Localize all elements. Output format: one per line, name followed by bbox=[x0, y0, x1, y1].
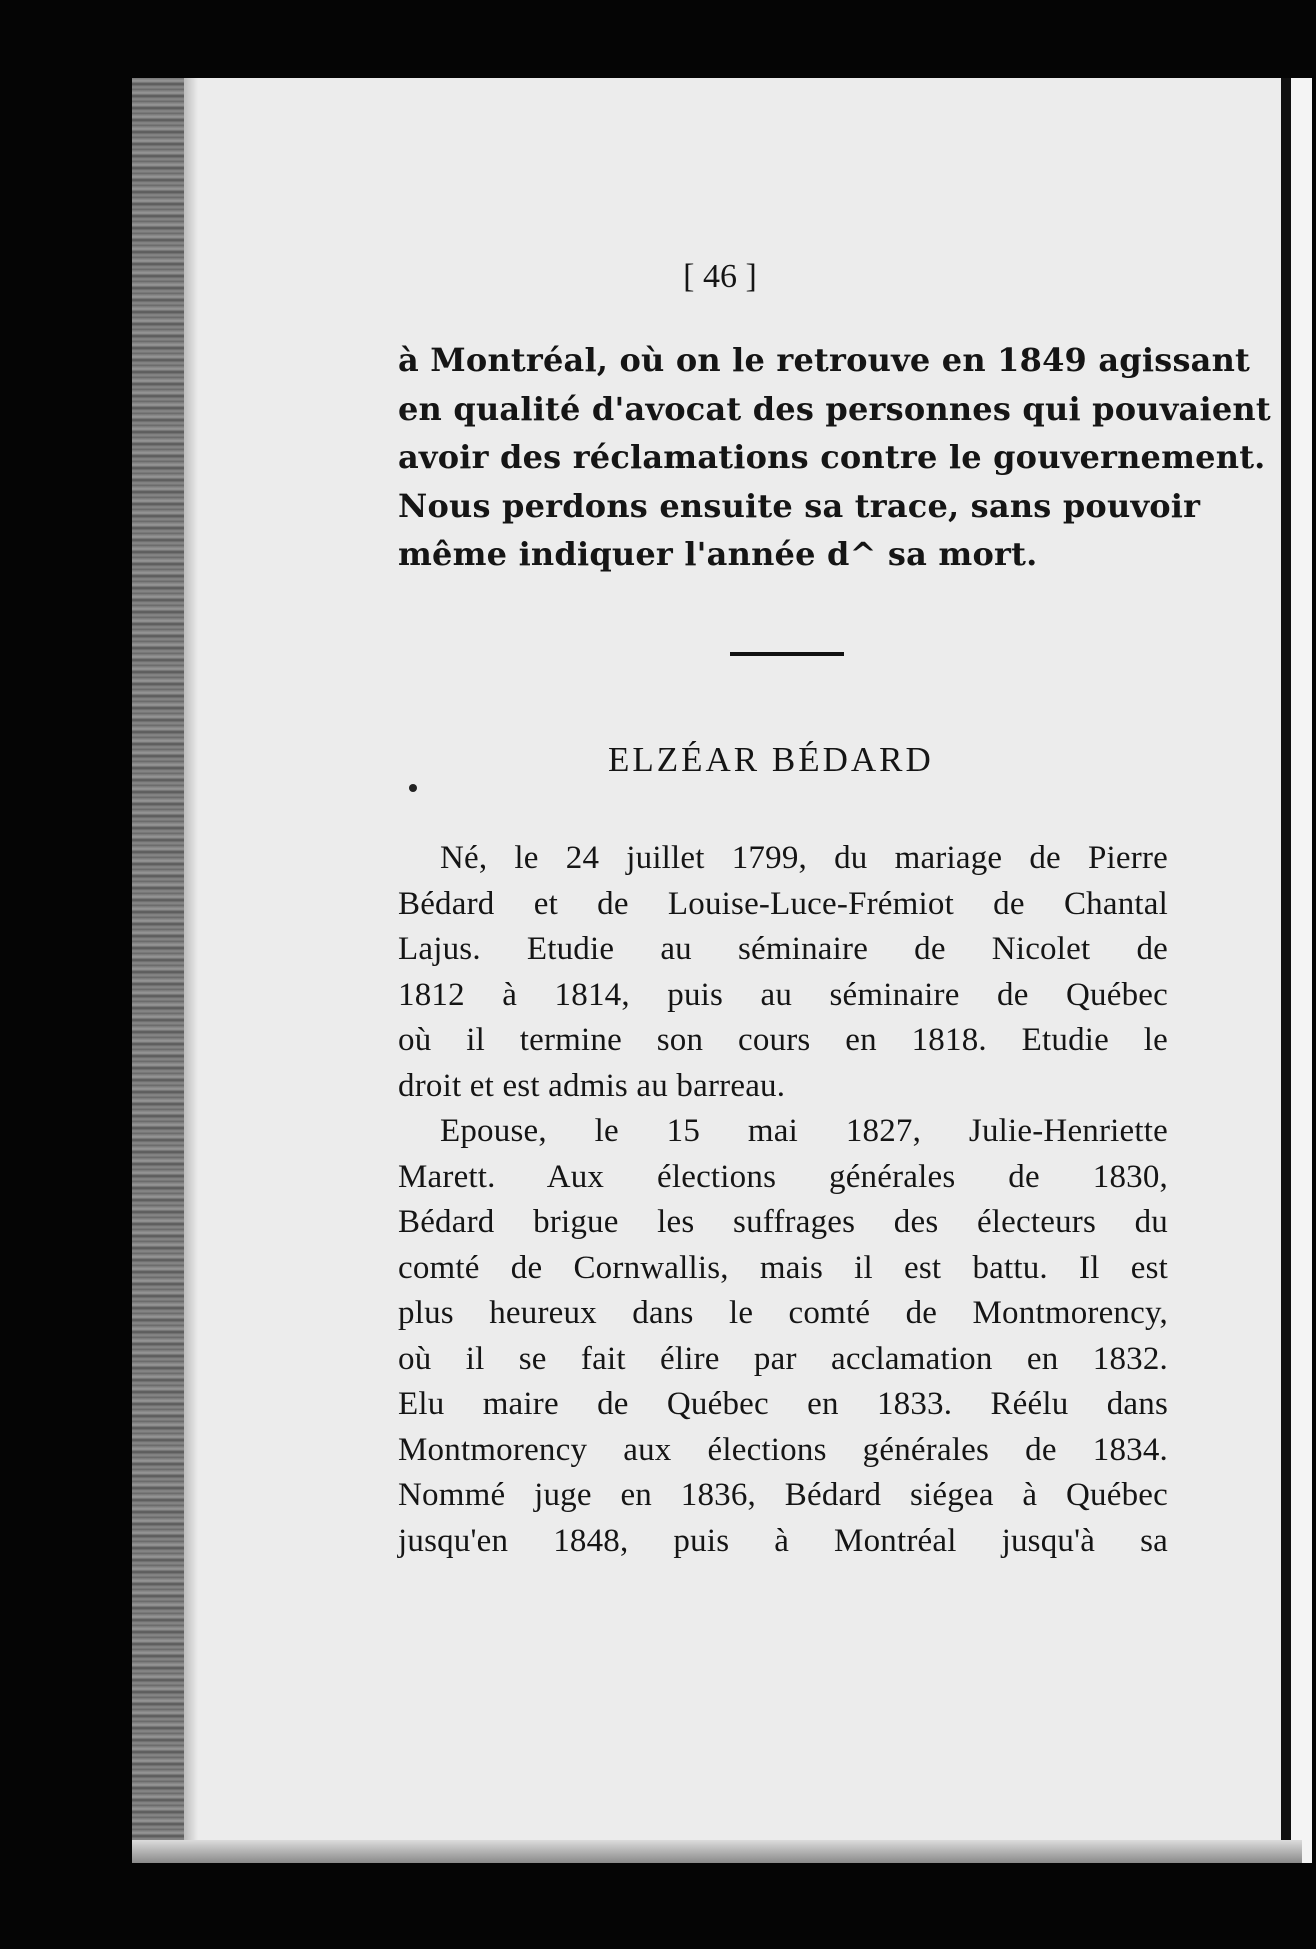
text-line: Elu maire de Québec en 1833. Réélu dans bbox=[398, 1386, 1168, 1422]
spine-shadow bbox=[184, 78, 198, 1863]
text-line: où il se fait élire par acclamation en 1832. bbox=[398, 1340, 1168, 1377]
page-right-edge bbox=[1281, 78, 1312, 1863]
text-line: Lajus. Etudie au séminaire de Nicolet de bbox=[398, 931, 1168, 967]
text-line: Nous perdons ensuite sa trace, sans pouvoir bbox=[398, 486, 1201, 525]
text-line: droit et est admis au barreau. bbox=[398, 1067, 786, 1104]
text-line: même indiquer l'année d^ sa mort. bbox=[398, 535, 1038, 573]
text-line: Bédard et de Louise-Luce-Frémiot de Chantal bbox=[398, 885, 1168, 922]
page-number: [ 46 ] bbox=[683, 258, 757, 295]
text-line: en qualité d'avocat des personnes qui pouvaient bbox=[398, 389, 1271, 428]
text-line: Marett. Aux élections générales de 1830, bbox=[398, 1158, 1168, 1195]
biography-body bbox=[398, 836, 1168, 1564]
text-line: Epouse, le 15 mai 1827, Julie-Henriette bbox=[440, 1113, 1168, 1149]
text-line: avoir des réclamations contre le gouvernement. bbox=[398, 438, 1266, 476]
text-line: Nommé juge en 1836, Bédard siégea à Québec bbox=[398, 1477, 1168, 1513]
text-line: 1812 à 1814, puis au séminaire de Québec bbox=[398, 976, 1168, 1013]
text-line: où il termine son cours en 1818. Etudie le bbox=[398, 1022, 1168, 1058]
text-line: Montmorency aux élections générales de 1834. bbox=[398, 1431, 1168, 1468]
text-line: comté de Cornwallis, mais il est battu. Il est bbox=[398, 1249, 1168, 1286]
text-line: jusqu'en 1848, puis à Montréal jusqu'à sa bbox=[398, 1522, 1168, 1559]
section-heading: ELZÉAR BÉDARD bbox=[608, 740, 934, 779]
page-bottom-edge bbox=[132, 1840, 1302, 1863]
text-line: Né, le 24 juillet 1799, du mariage de Pierre bbox=[440, 840, 1168, 876]
continued-paragraph bbox=[398, 336, 1271, 579]
text-line: Bédard brigue les suffrages des électeurs du bbox=[398, 1204, 1168, 1240]
text-line: plus heureux dans le comté de Montmorency, bbox=[398, 1295, 1168, 1331]
book-spine-edge bbox=[132, 78, 184, 1863]
section-divider-rule bbox=[730, 652, 844, 656]
ink-speck bbox=[409, 784, 417, 792]
text-line: à Montréal, où on le retrouve en 1849 agissant bbox=[398, 341, 1251, 379]
